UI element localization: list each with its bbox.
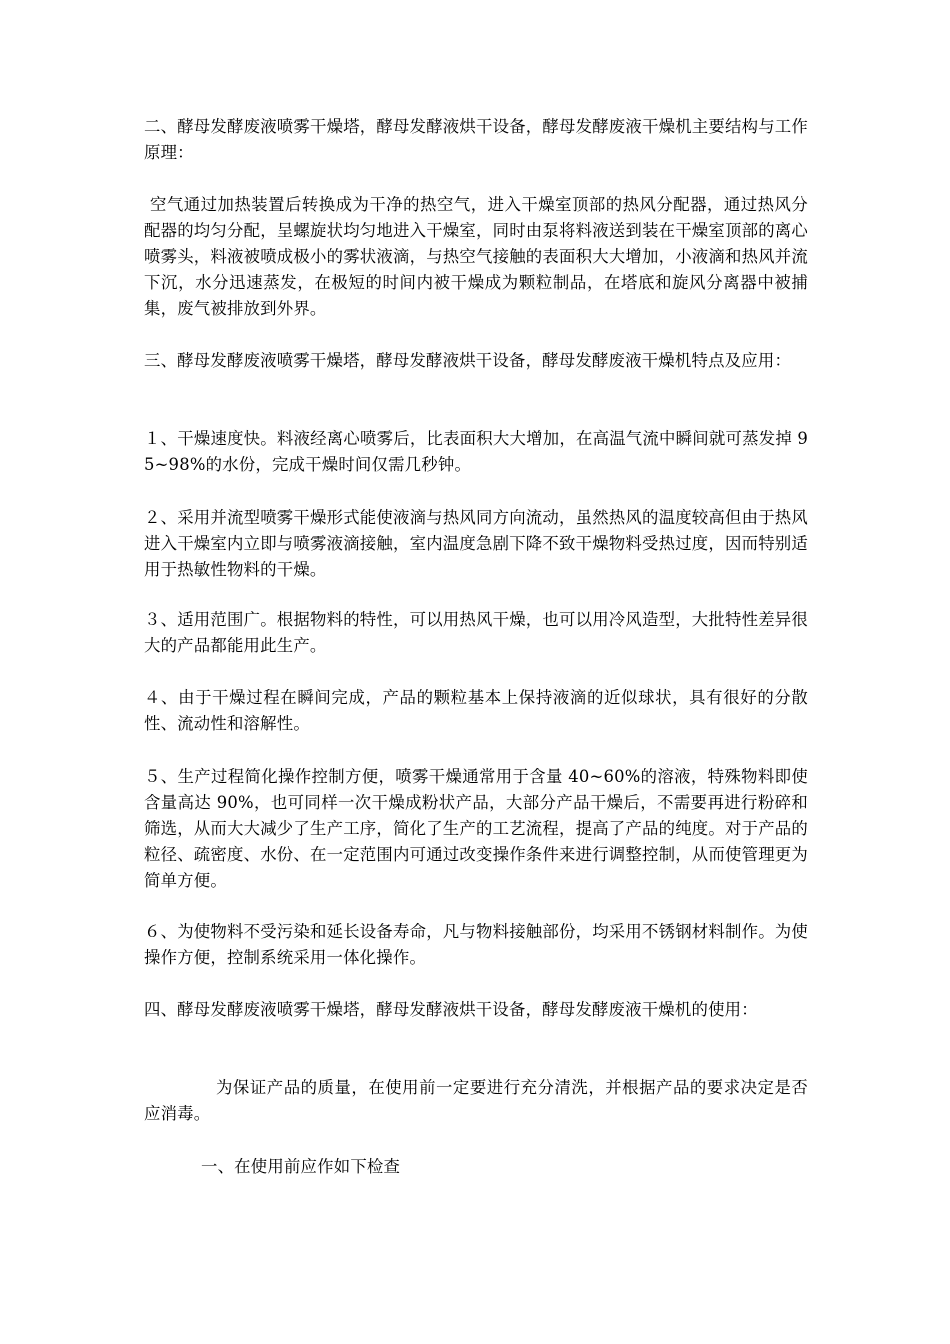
feature-item-2: ２、采用并流型喷雾干燥形式能使液滴与热风同方向流动，虽然热风的温度较高但由于热风进入干燥室内立即与喷雾液滴接触，室内温度急剧下降不致干燥物料受热过度，因而特别适用于热敏性物料的干燥。 (144, 508, 808, 579)
feature-item-4: ４、由于干燥过程在瞬间完成，产品的颗粒基本上保持液滴的近似球状，具有很好的分散性、流动性和溶解性。 (144, 688, 808, 733)
feature-item-5: ５、生产过程简化操作控制方便，喷雾干燥通常用于含量 40~60%的溶液，特殊物料即使含量高达 90%，也可同样一次干燥成粉状产品，大部分产品干燥后，不需要再进行粉碎和筛选，从而大大减少了生产工序，简化了生产的工艺流程，提高了产品的纯度。对于产品的粒径、疏密度、水份、在一定范围内可通过改变操作条件来进行调整控制，从而使管理更为简单方便。 (144, 767, 808, 890)
paragraph-cleaning: 为保证产品的质量，在使用前一定要进行充分清洗，并根据产品的要求决定是否应消毒。 (144, 1078, 808, 1123)
section-heading-features: 三、酵母发酵废液喷雾干燥塔，酵母发酵液烘干设备，酵母发酵废液干燥机特点及应用： (144, 351, 792, 370)
section-heading-usage: 四、酵母发酵废液喷雾干燥塔，酵母发酵液烘干设备，酵母发酵废液干燥机的使用： (144, 1000, 758, 1019)
feature-item-3: ３、适用范围广。根据物料的特性，可以用热风干燥，也可以用冷风造型，大批特性差异很大的产品都能用此生产。 (144, 610, 808, 655)
paragraph-working-principle: 空气通过加热装置后转换成为干净的热空气，进入干燥室顶部的热风分配器，通过热风分配器的均匀分配，呈螺旋状均匀地进入干燥室，同时由泵将料液送到装在干燥室顶部的离心喷雾头，料液被喷成极小的雾状液滴，与热空气接触的表面积大大增加，小液滴和热风并流下沉，水分迅速蒸发，在极短的时间内被干燥成为颗粒制品，在塔底和旋风分离器中被捕集，废气被排放到外界。 (144, 195, 808, 318)
feature-item-1: １、干燥速度快。料液经离心喷雾后，比表面积大大增加，在高温气流中瞬间就可蒸发掉 95~98%的水份，完成干燥时间仅需几秒钟。 (144, 429, 808, 474)
subheading-pre-use-check: 一、在使用前应作如下检查 (201, 1157, 401, 1176)
section-heading-structure: 二、酵母发酵废液喷雾干燥塔，酵母发酵液烘干设备，酵母发酵废液干燥机主要结构与工作原理： (144, 117, 808, 162)
feature-item-6: ６、为使物料不受污染和延长设备寿命，凡与物料接触部份，均采用不锈钢材料制作。为使操作方便，控制系统采用一体化操作。 (144, 922, 808, 967)
